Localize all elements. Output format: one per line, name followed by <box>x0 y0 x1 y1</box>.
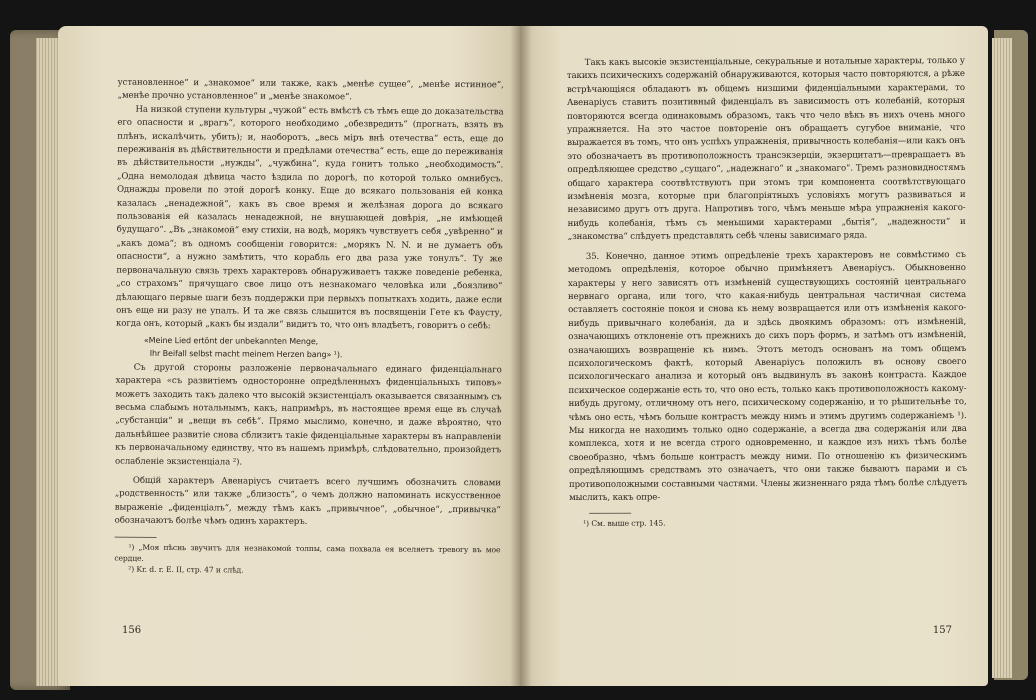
paragraph: Съ другой стороны разложеніе первоначальнаго единаго фиденціальнаго характера «съ развитіемъ односторонне опредѣленныхъ фиденціальныхъ типовъ» можетъ заходить такъ далеко что высокій экзистенціалъ оказывается связаннымъ съ весьма слабымъ нотальнымъ, какъ, напримѣръ, въ настоящее время еще въ случаѣ „субстанціи“ и „вещи въ себѣ“. Прямо мыслимо, конечно, и даже вѣроятно, что дальнѣйшее развитіе снова сблизитъ такіе фиденціальные характеры въ направленіи къ первоначальному единству, что въ нашемъ примѣрѣ, слѣдовательно, произойдетъ ослабленіе экзистенціала ²). <box>115 362 502 468</box>
paragraph: Такъ какъ высокіе экзистенціальные, секуральные и нотальные характеры, только у такихъ психическихъ содержаній обнаруживаются, которыя часто повторяются, а рѣже встрѣчающіяся обладаютъ въ общемъ низшими фиденціальными характерами, то Авенаріусъ ставитъ позитивный фиденціалъ въ зависимость отъ колебаній, которыя повторяются всегда одинаковымъ образомъ, такъ что чело вѣкъ въ нихъ очень много упражняется. На это частое повтореніе онъ обращаетъ сугубое вниманіе, что выражается въ томъ, что онъ успѣхъ упражненія, привычность колебанія—или какъ онъ это обозначаетъ въ противоположность трансэкзерціи, экзерцитатъ—превращаетъ въ опредѣляющее средство „сущаго“, „надежнаго“ и „знакомаго“. Тремъ разновидностямъ общаго характера соотвѣтствуютъ при этомъ три компонента соотвѣтствующаго измѣненія мозга, которые при благопріятныхъ условіяхъ могутъ развиваться и независимо другъ отъ друга. Напротивъ того, чѣмъ меньше мѣра упражненія какого-нибудь колебанія, тѣмъ съ меньшими характерами „бытія“, „надежности“ и „знакомства“ слѣдуетъ представлять себѣ члены зависимаго ряда. <box>566 55 966 243</box>
left-page <box>58 26 520 686</box>
footnote: ¹) „Моя пѣснь звучитъ для незнакомой толпы, сама похвала ея вселяетъ тревогу въ мое сердце. <box>114 542 501 563</box>
book-gutter <box>510 26 532 686</box>
left-page-text <box>114 77 503 577</box>
footnote: ²) Kr. d. r. E. II, стр. 47 и слѣд. <box>128 564 244 575</box>
paragraph: На низкой ступени культуры „чужой“ есть вмѣстѣ съ тѣмъ еще до доказательства его опасности и „врагъ“, которого необходимо „обезвредить“ (прогнать, взять въ плѣнъ, искалѣчить, убить); и, наоборотъ, „весь міръ внѣ отечества“ есть, еще до переживанія въ дѣйствительности и предѣлами отечества“ есть, еще до переживанія въ дѣйствительности „нужды“, „чужбина“, куда гонитъ только „необходимость“. „Одна немолодая дѣвица часто ѣздила по дорогѣ, по которой только омнибусъ. Однажды провели по этой дорогѣ конку. Еще до всякаго пользованія ей конка казалась „ненадежной“, какъ въ свое время и желѣзная дорога до всякаго пользованія ей казалась ненадежной, не внушающей довѣрія, „не имѣющей будущаго“. „Въ „знакомой“ ему стихіи, на водѣ, морякъ чувствуетъ себя „увѣренно“ и „какъ дома“; въ одномъ сообщеніи говорится: „морякъ N. N. и не думаетъ объ опасности“, а нужно замѣтить, что корабль его два раза уже тонулъ“. Ту же первоначальную связь трехъ характеровъ обнаруживаетъ также поведеніе ребенка, „со страхомъ“ прячущаго свое лицо отъ незнакомаго человѣка или „боязливо“ дѣлающаго первые шаги безъ поддержки при первыхъ попыткахъ ходить, даже если онъ еще ни разу не упалъ. И та же связь слышится въ посвященіи Гете къ Фаусту, когда онъ, который „какъ бы издали“ видитъ то, что онъ владѣетъ, говоритъ о себѣ: <box>115 104 504 332</box>
paragraph: Общій характеръ Авенаріусъ считаетъ всего лучшимъ обозначить словами „родственность“ или также „близость“, о чемъ должно напоминать искусственное выраженіе „фиденціалъ“, между тѣмъ какъ „привычное“, „обычное“, „привычка“ обозначаютъ болѣе чѣмъ одинъ характеръ. <box>114 475 501 528</box>
right-page-text <box>567 55 967 529</box>
open-book <box>6 8 1030 692</box>
page-number-right: 157 <box>932 625 952 636</box>
goethe-quote <box>144 334 502 362</box>
paragraph: установленное“ и „знакомое“ или также, какъ „менѣе сущее“, „менѣе истинное“, „менѣе прочно установленное“ и „менѣе знакомое“. <box>117 77 504 103</box>
footnote-rule <box>115 536 157 537</box>
quote-line: Ihr Beifall selbst macht meinem Herzen bang» ¹). <box>149 348 343 359</box>
right-page <box>520 26 988 686</box>
right-footnotes <box>569 516 967 529</box>
paragraph: 35. Конечно, данное этимъ опредѣленіе трехъ характеровъ не совмѣстимо съ методомъ опредѣленія, которое обычно примѣняетъ Авенаріусъ. Обыкновенно характеры у него зависятъ отъ измѣненій существующихъ состояній центральнаго нервнаго органа, или того, что какая-нибудь центральная частичная система оставляетъ состояніе покоя и снова къ нему возвращается или отъ измѣненія какого-нибудь привычнаго колебанія, да и здѣсь двоякимъ образомъ: отъ измѣненій, означающихъ отклоненіе отъ прежнихъ до сихъ поръ формъ, и затѣмъ отъ измѣненій, означающихъ возвращеніе къ нимъ. Этотъ методъ основанъ на томъ общемъ психологическомъ фактѣ, который Авенаріусъ положилъ въ основу своего психологическаго анализа и который онъ выдвинулъ въ законѣ контраста. Каждое психическое содержаніе есть то, что оно есть, только какъ противоположность какому-нибудь другому, отличному отъ него, психическому содержанію, и то рѣшительнѣе то, чѣмъ оно есть, чѣмъ больше контрастъ между нимъ и этимъ другимъ содержаніемъ ¹). Мы никогда не находимъ только одно содержаніе, а всегда два содержанія или два комплекса, хотя и не всегда строго одновременно, и каждое изъ нихъ тѣмъ болѣе своеобразно, чѣмъ больше контрастъ между ними. По отношенію къ физическимъ опредѣляющимъ средствамъ это означаетъ, что они также бываютъ парами и съ противоположными составными частями. Члены жизненнаго ряда тѣмъ болѣе слѣдуетъ мыслить, какъ опре- <box>567 249 968 504</box>
left-footnotes <box>114 541 500 577</box>
quote-line: «Meine Lied ertönt der unbekannten Menge, <box>143 335 319 346</box>
page-edges-right <box>992 38 1012 678</box>
page-number-left: 156 <box>122 625 142 636</box>
footnote-rule <box>589 513 631 514</box>
footnote: ¹) См. выше стр. 145. <box>583 518 666 529</box>
